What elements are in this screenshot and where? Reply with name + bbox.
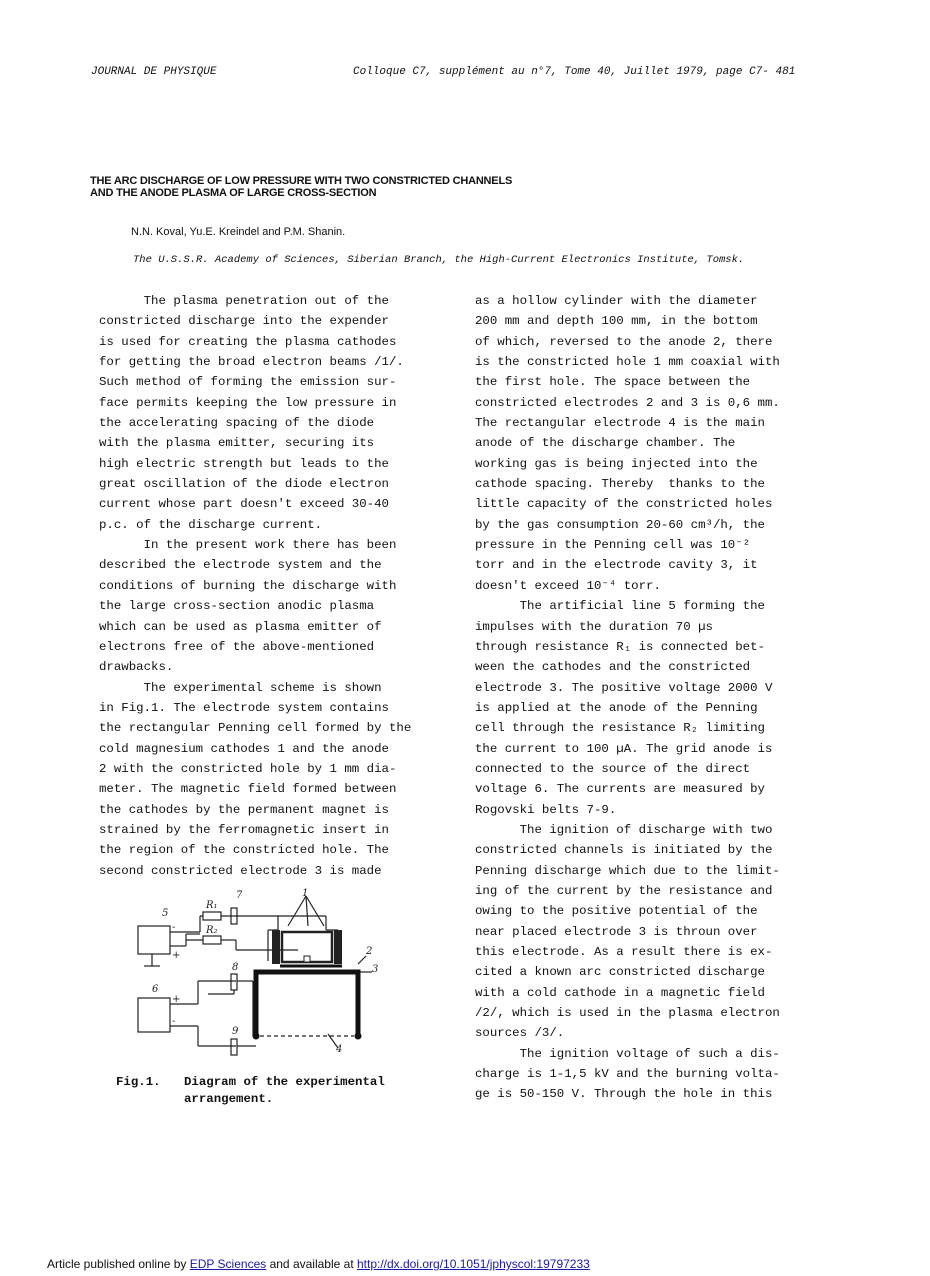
label-7: 7 (236, 890, 243, 901)
text-line: which can be used as plasma emitter of (99, 619, 382, 634)
text-line: near placed electrode 3 is throun over (475, 924, 758, 939)
resistor-r1 (203, 912, 221, 920)
publisher-link[interactable]: EDP Sciences (189, 1257, 267, 1271)
rogovski-belt-8 (231, 974, 237, 990)
issue-info: Colloque C7, supplément au n°7, Tome 40, Juillet 1979, page C7- 481 (353, 66, 796, 78)
text-line: for getting the broad electron beams /1/. (99, 355, 404, 370)
text-line: owing to the positive potential of the (475, 904, 758, 919)
text-line: p.c. of the discharge current. (99, 517, 323, 532)
text-line: meter. The magnetic field formed between (99, 782, 397, 797)
journal-name: JOURNAL DE PHYSIQUE (91, 66, 217, 78)
left-text-column (99, 291, 411, 881)
label-9: 9 (232, 1026, 239, 1037)
text-line: with the plasma emitter, securing its (99, 436, 375, 451)
text-line: is used for creating the plasma cathodes (99, 334, 397, 349)
text-line: cold magnesium cathodes 1 and the anode (99, 741, 389, 756)
text-line: constricted discharge into the expender (99, 314, 389, 329)
title-line-2: AND THE ANODE PLASMA OF LARGE CROSS-SECTION (90, 187, 377, 199)
caption-text-2: arrangement. (184, 1092, 274, 1106)
text-line: anode of the discharge chamber. The (475, 436, 736, 451)
label-1: 1 (302, 888, 309, 899)
text-line: The plasma penetration out of the (99, 294, 389, 308)
text-line: impulses with the duration 70 µs (475, 619, 713, 634)
author-list: N.N. Koval, Yu.E. Kreindel and P.M. Shanin. (131, 226, 346, 238)
resistor-r2 (203, 936, 221, 944)
text-line: cell through the resistance R₂ limiting (475, 721, 765, 736)
text-line: In the present work there has been (99, 538, 397, 553)
text-line: The ignition of discharge with two (475, 822, 773, 837)
text-line: strained by the ferromagnetic insert in (99, 822, 389, 837)
text-line: is applied at the anode of the Penning (475, 700, 758, 715)
text-line: the rectangular Penning cell formed by the (99, 721, 412, 736)
source-6-box (138, 998, 170, 1032)
text-line: in Fig.1. The electrode system contains (99, 700, 389, 715)
text-line: The ignition voltage of such a dis- (475, 1046, 780, 1061)
text-line: sources /3/. (475, 1026, 565, 1041)
text-line: connected to the source of the direct (475, 761, 751, 776)
publication-footer (47, 1257, 590, 1271)
article-title (90, 175, 512, 199)
line-5-box (138, 926, 170, 954)
text-line: /2/, which is used in the plasma electron (475, 1006, 780, 1021)
text-line: drawbacks. (99, 660, 174, 675)
text-line: the region of the constricted hole. The (99, 843, 389, 858)
text-line: the cathodes by the permanent magnet is (99, 802, 389, 817)
text-line: The experimental scheme is shown (99, 680, 382, 695)
text-line: this electrode. As a result there is ex- (475, 945, 773, 959)
text-line: ween the cathodes and the constricted (475, 660, 751, 675)
text-line: current whose part doesn't exceed 30-40 (99, 497, 389, 512)
label-plus-5: - (172, 922, 176, 933)
label-minus-6: - (172, 1016, 176, 1027)
label-2: 2 (366, 946, 373, 957)
text-line: high electric strength but leads to the (99, 456, 389, 471)
label-3: 3 (372, 964, 378, 975)
text-line: great oscillation of the diode electron (99, 477, 389, 492)
text-line: cited a known arc constricted discharge (475, 965, 765, 980)
penning-cell (272, 930, 342, 964)
label-5: 5 (162, 908, 169, 919)
text-line: doesn't exceed 10⁻⁴ torr. (475, 578, 661, 593)
text-line: voltage 6. The currents are measured by (475, 782, 765, 797)
text-line: by the gas consumption 20-60 cm³/h, the (475, 517, 765, 532)
caption-text-1: Diagram of the experimental (184, 1075, 385, 1089)
label-8: 8 (232, 962, 239, 973)
figure-caption (116, 1074, 385, 1108)
text-line: ge is 50-150 V. Through the hole in this (475, 1087, 773, 1102)
experimental-diagram (128, 886, 378, 1071)
constricted-electrode-3 (256, 972, 358, 1036)
text-line: pressure in the Penning cell was 10⁻² (475, 538, 751, 553)
text-line: torr and in the electrode cavity 3, it (475, 558, 758, 573)
right-text-column (475, 291, 780, 1105)
text-line: working gas is being injected into the (475, 456, 758, 471)
text-line: the current to 100 µA. The grid anode is (475, 741, 773, 756)
text-line: is the constricted hole 1 mm coaxial with (475, 355, 780, 370)
footer-prefix: Article published online by (47, 1257, 190, 1271)
affiliation: The U.S.S.R. Academy of Sciences, Siberian Branch, the High-Current Electronics Institute, Tomsk. (133, 254, 745, 266)
text-line: the accelerating spacing of the diode (99, 416, 375, 431)
footer-middle: and available at (266, 1257, 357, 1271)
label-r2: R₂ (206, 925, 218, 936)
text-line: 200 mm and depth 100 mm, in the bottom (475, 314, 758, 329)
text-line: cathode spacing. Thereby thanks to the (475, 477, 765, 492)
text-line: The artificial line 5 forming the (475, 599, 765, 614)
text-line: Penning discharge which due to the limit- (475, 863, 780, 878)
text-line: the first hole. The space between the (475, 375, 751, 390)
text-line: face permits keeping the low pressure in (99, 395, 397, 410)
label-4: 4 (336, 1044, 343, 1055)
text-line: Rogovski belts 7-9. (475, 802, 617, 817)
caption-label: Fig.1. (116, 1075, 161, 1089)
label-6: 6 (152, 984, 159, 995)
text-line: 2 with the constricted hole by 1 mm dia- (99, 761, 397, 776)
text-line: with a cold cathode in a magnetic field (475, 985, 765, 1000)
label-r1: R₁ (206, 900, 218, 911)
text-line: The rectangular electrode 4 is the main (475, 416, 765, 431)
label-minus-5: + (172, 950, 181, 961)
text-line: constricted electrodes 2 and 3 is 0,6 mm. (475, 395, 780, 410)
title-line-1: THE ARC DISCHARGE OF LOW PRESSURE WITH TWO CONSTRICTED CHANNELS (90, 175, 513, 187)
text-line: ing of the current by the resistance and (475, 883, 773, 898)
text-line: of which, reversed to the anode 2, there (475, 334, 773, 349)
doi-link[interactable]: http://dx.doi.org/10.1051/jphyscol:19797233 (356, 1257, 590, 1271)
text-line: electrons free of the above-mentioned (99, 639, 375, 654)
circuit-schematic (128, 886, 378, 1066)
text-line: through resistance R₁ is connected bet- (475, 639, 765, 654)
label-plus-6: + (172, 994, 181, 1005)
text-line: conditions of burning the discharge with (99, 578, 397, 593)
text-line: the large cross-section anodic plasma (99, 599, 375, 614)
text-line: little capacity of the constricted holes (475, 497, 773, 512)
text-line: constricted channels is initiated by the (475, 843, 773, 858)
rogovski-belt-9 (231, 1039, 237, 1055)
text-line: second constricted electrode 3 is made (99, 863, 382, 878)
text-line: charge is 1-1,5 kV and the burning volta- (475, 1067, 780, 1082)
text-line: described the electrode system and the (99, 558, 382, 573)
text-line: Such method of forming the emission sur- (99, 375, 397, 390)
text-line: electrode 3. The positive voltage 2000 V (475, 680, 773, 695)
text-line: as a hollow cylinder with the diameter (475, 294, 758, 308)
